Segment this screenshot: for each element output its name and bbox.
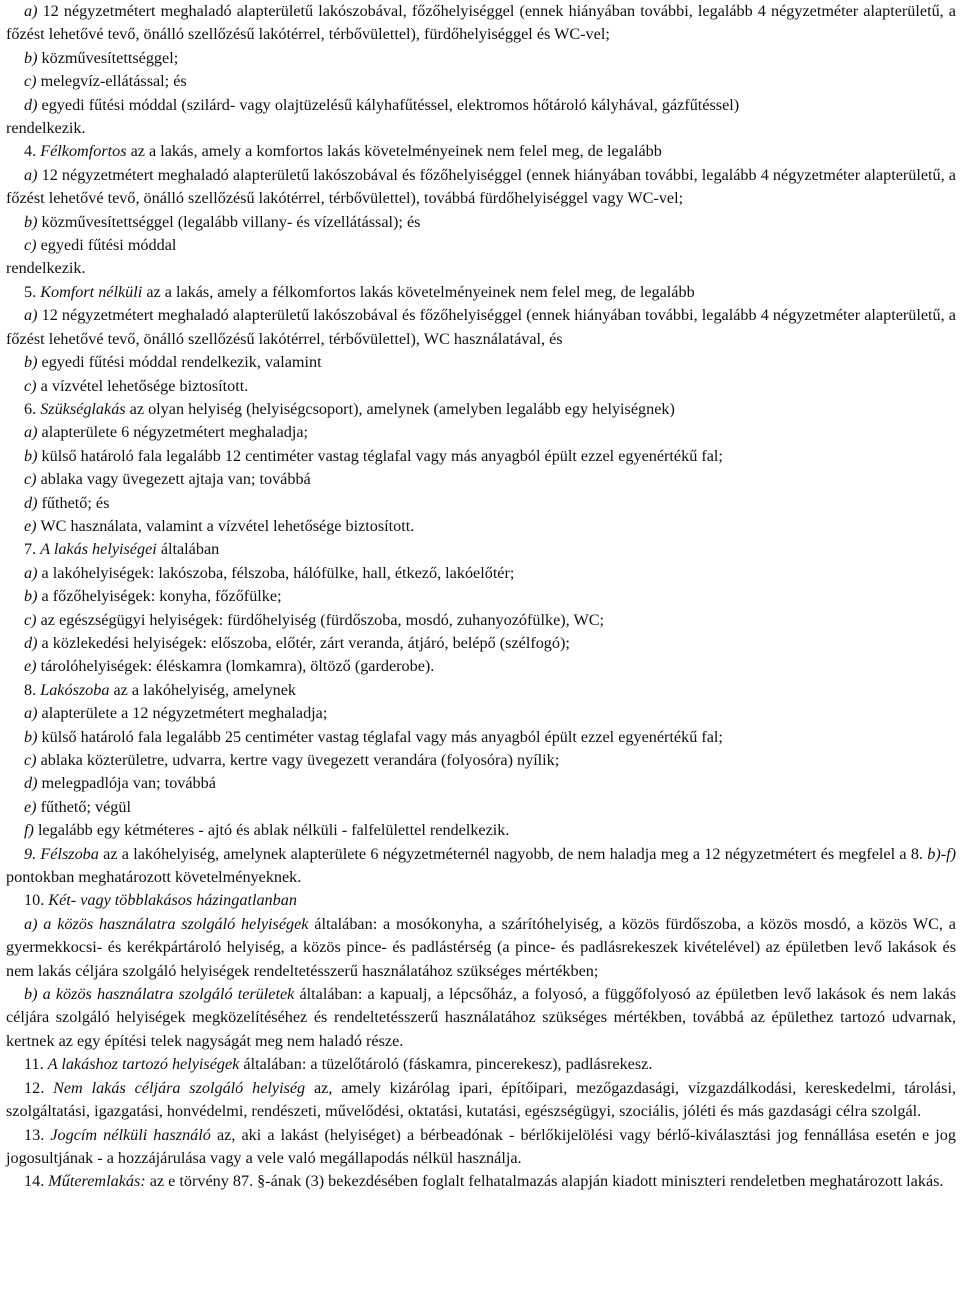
italic-text: Jogcím nélküli használó: [50, 1125, 211, 1144]
text: 10.: [24, 891, 49, 910]
italic-text: c): [24, 72, 37, 91]
paragraph: [6, 655, 956, 678]
text: 7.: [24, 540, 41, 559]
text: általában: a mosókonyha, a szárítóhelyiség, a közös fürdőszoba, a közös mosdó, a közös WC, a gyermekkocsi- és kerékpártároló helyiség, a közös pince- és padlástérség (a pince- és padlásrekeszek kivételével) az épületben levő lakások és nem lakás céljára szolgáló helyiségek rendeltetésszerű használatához szükséges mértékben;: [6, 914, 956, 980]
italic-text: Félkomfortos: [40, 142, 127, 161]
text: a főzőhelyiségek: konyha, főzőfülke;: [37, 587, 282, 606]
italic-text: b): [24, 446, 38, 465]
paragraph: [6, 375, 956, 398]
text: külső határoló fala legalább 25 centiméter vastag téglafal vagy más anyagból épült ezzel egyenértékű fal;: [37, 727, 723, 746]
text: 12 négyzetmétert meghaladó alapterületű lakószobával és főzőhelyiséggel (ennek hiányában további, legalább 4 négyzetméter alapterületű, a főzést lehetővé tevő, önálló szellőzésű lakótérrel, térbővülettel), WC használatával, és: [6, 306, 956, 348]
italic-text: a): [24, 306, 38, 325]
italic-text: A lakáshoz tartozó helyiségek: [47, 1055, 240, 1074]
text: az olyan helyiség (helyiségcsoport), amelynek (amelyben legalább egy helyiségnek): [125, 399, 675, 418]
paragraph: [6, 562, 956, 585]
paragraph: [6, 772, 956, 795]
italic-text: a): [24, 2, 38, 20]
text: egyedi fűtési móddal (szilárd- vagy olajtüzelésű kályhafűtéssel, elektromos hőtároló kályhával, gázfűtéssel): [37, 95, 740, 114]
paragraph: [6, 702, 956, 725]
text: az, aki a lakást (helyiséget) a bérbeadónak - bérlőkijelölési vagy bérlő-kiválasztási jog fennállása esetén e jog jogosultjának - a hozzájárulása vagy a vele való megállapodás nélkül használja.: [6, 1125, 956, 1167]
paragraph: [6, 585, 956, 608]
paragraph: [6, 421, 956, 444]
italic-text: Műteremlakás:: [48, 1172, 146, 1191]
text: WC használata, valamint a vízvétel lehetősége biztosított.: [36, 516, 415, 535]
paragraph: [6, 164, 956, 211]
paragraph: [6, 749, 956, 772]
text: egyedi fűtési móddal: [36, 236, 177, 255]
italic-text: d): [24, 493, 38, 512]
text: tárolóhelyiségek: éléskamra (lomkamra), öltöző (garderobe).: [36, 657, 435, 676]
paragraph: [6, 726, 956, 749]
text: 5.: [24, 282, 41, 301]
text: 6.: [24, 399, 41, 418]
italic-text: b) a közös használatra szolgáló területek: [24, 985, 295, 1004]
text: pontokban meghatározott követelményeknek.: [6, 868, 302, 887]
italic-text: e): [24, 516, 37, 535]
text: az a lakás, amely a komfortos lakás követelményeinek nem felel meg, de legalább: [126, 142, 662, 161]
italic-text: Lakószoba: [40, 680, 110, 699]
italic-text: c): [24, 236, 37, 255]
text: általában: a tüzelőtároló (fáskamra, pincerekesz), padlásrekesz.: [239, 1055, 653, 1074]
text: általában: [156, 540, 220, 559]
italic-text: b)-f): [927, 844, 957, 863]
italic-text: b): [24, 48, 38, 67]
text: 11.: [24, 1055, 48, 1074]
text: ablaka vagy üvegezett ajtaja van; továbbá: [36, 470, 311, 489]
text: általában: a kapualj, a lépcsőház, a folyosó, a függőfolyosó az épületben levő lakások és nem lakás céljára szolgáló helyiségek megközelítéséhez és rendeltetésszerű használatához szükséges mértékben, továbbá az épülethez tartozó udvarnak, kertnek az egy építési telek nagyságát meg nem haladó része.: [6, 985, 957, 1050]
text: legalább egy kétméteres - ajtó és ablak nélküli - falfelülettel rendelkezik.: [33, 821, 510, 840]
paragraph: [6, 679, 956, 702]
paragraph: [6, 70, 956, 93]
paragraph: [6, 819, 956, 842]
italic-text: Nem lakás céljára szolgáló helyiség: [53, 1078, 306, 1097]
italic-text: Szükséglakás: [40, 399, 126, 418]
paragraph: [6, 538, 956, 561]
italic-text: d): [24, 633, 38, 652]
paragraph: [6, 515, 956, 538]
italic-text: e): [24, 657, 37, 676]
text: 4.: [24, 142, 41, 161]
paragraph: [6, 1170, 956, 1193]
text: egyedi fűtési móddal rendelkezik, valamint: [37, 353, 322, 372]
text: az a lakás, amely a félkomfortos lakás követelményeinek nem felel meg, de legalább: [142, 282, 695, 301]
paragraph: [6, 913, 956, 983]
italic-text: a): [24, 563, 38, 582]
paragraph: [6, 796, 956, 819]
text: 13.: [24, 1125, 51, 1144]
text: az e törvény 87. §-ának (3) bekezdésében foglalt felhatalmazás alapján kiadott miniszteri rendeletben meghatározott lakás.: [145, 1172, 944, 1191]
paragraph: [6, 468, 956, 491]
paragraph: [6, 889, 956, 912]
text: rendelkezik.: [6, 259, 86, 278]
italic-text: a) a közös használatra szolgáló helyiségek: [24, 914, 309, 933]
paragraph: [6, 843, 956, 890]
paragraph: [6, 609, 956, 632]
text: az a lakóhelyiség, amelynek alapterülete 6 négyzetméternél nagyobb, de nem haladja meg a 12 négyzetmétert és megfelel a 8.: [98, 844, 928, 863]
text: fűthető; végül: [36, 797, 131, 816]
document-body: [6, 0, 956, 1194]
text: rendelkezik.: [6, 119, 86, 138]
italic-text: a): [24, 704, 38, 723]
italic-text: b): [24, 212, 38, 231]
paragraph: [6, 1053, 956, 1076]
paragraph: [6, 257, 956, 280]
text: 12.: [24, 1078, 54, 1097]
text: 12 négyzetmétert meghaladó alapterületű lakószobával és főzőhelyiséggel (ennek hiányában további, legalább 4 négyzetméter alapterületű, a főzést lehetővé tevő, önálló szellőzésű lakótérrel, térbővülettel), továbbá fürdőhelyiséggel vagy WC-vel;: [6, 165, 956, 208]
paragraph: [6, 1124, 956, 1171]
paragraph: [6, 304, 956, 351]
italic-text: c): [24, 751, 37, 769]
text: a vízvétel lehetősége biztosított.: [36, 376, 249, 395]
paragraph: [6, 0, 956, 47]
text: az a lakóhelyiség, amelynek: [109, 680, 296, 699]
text: a lakóhelyiségek: lakószoba, félszoba, hálófülke, hall, étkező, lakóelőtér;: [37, 563, 515, 582]
italic-text: Két- vagy többlakásos házingatlanban: [48, 891, 297, 910]
text: az egészségügyi helyiségek: fürdőhelyiség (fürdőszoba, mosdó, zuhanyozófülke), WC;: [36, 610, 605, 629]
italic-text: b): [24, 587, 38, 606]
italic-text: c): [24, 376, 37, 395]
paragraph: [6, 234, 956, 257]
text: ablaka közterületre, udvarra, kertre vagy üvegezett verandára (folyosóra) nyílik;: [36, 751, 560, 769]
paragraph: [6, 445, 956, 468]
italic-text: b): [24, 727, 38, 746]
text: alapterülete 6 négyzetmétert meghaladja;: [37, 423, 309, 442]
text: külső határoló fala legalább 12 centiméter vastag téglafal vagy más anyagból épült ezzel egyenértékű fal;: [37, 446, 723, 465]
paragraph: [6, 117, 956, 140]
text: alapterülete a 12 négyzetmétert meghaladja;: [37, 704, 328, 723]
italic-text: e): [24, 797, 37, 816]
paragraph: [6, 632, 956, 655]
text: melegpadlója van; továbbá: [37, 774, 216, 793]
paragraph: [6, 492, 956, 515]
paragraph: [6, 398, 956, 421]
paragraph: [6, 47, 956, 70]
text: 12 négyzetmétert meghaladó alapterületű lakószobával, főzőhelyiséggel (ennek hiányában további, legalább 4 négyzetméter alapterületű, a főzést lehetővé tevő, önálló szellőzésű lakótérrel, térbővülettel), fürdőhelyiséggel és WC-vel;: [6, 2, 956, 44]
italic-text: c): [24, 470, 37, 489]
italic-text: 9. Félszoba: [24, 844, 99, 863]
italic-text: f): [24, 821, 34, 840]
paragraph: [6, 983, 956, 1053]
text: 8.: [24, 680, 41, 699]
italic-text: c): [24, 610, 37, 629]
italic-text: d): [24, 774, 38, 793]
italic-text: a): [24, 423, 38, 442]
paragraph: [6, 140, 956, 163]
paragraph: [6, 281, 956, 304]
text: 14.: [24, 1172, 49, 1191]
paragraph: [6, 94, 956, 117]
italic-text: a): [24, 165, 38, 184]
italic-text: A lakás helyiségei: [40, 540, 157, 559]
text: közművesítettséggel (legalább villany- és vízellátással); és: [37, 212, 421, 231]
italic-text: d): [24, 95, 38, 114]
italic-text: Komfort nélküli: [40, 282, 143, 301]
text: az, amely kizárólag ipari, építőipari, mezőgazdasági, vízgazdálkodási, kereskedelmi, tárolási, szolgáltatási, igazgatási, honvédelmi, rendészeti, művelődési, oktatási, kutatási, egészségügyi, szociális, jóléti és más gazdasági célra szolgál.: [6, 1078, 956, 1121]
italic-text: b): [24, 353, 38, 372]
paragraph: [6, 211, 956, 234]
text: melegvíz-ellátással; és: [36, 72, 187, 91]
text: fűthető; és: [37, 493, 110, 512]
text: a közlekedési helyiségek: előszoba, előtér, zárt veranda, átjáró, belépő (szélfogó);: [37, 633, 570, 652]
paragraph: [6, 351, 956, 374]
paragraph: [6, 1077, 956, 1124]
text: közművesítettséggel;: [37, 48, 179, 67]
